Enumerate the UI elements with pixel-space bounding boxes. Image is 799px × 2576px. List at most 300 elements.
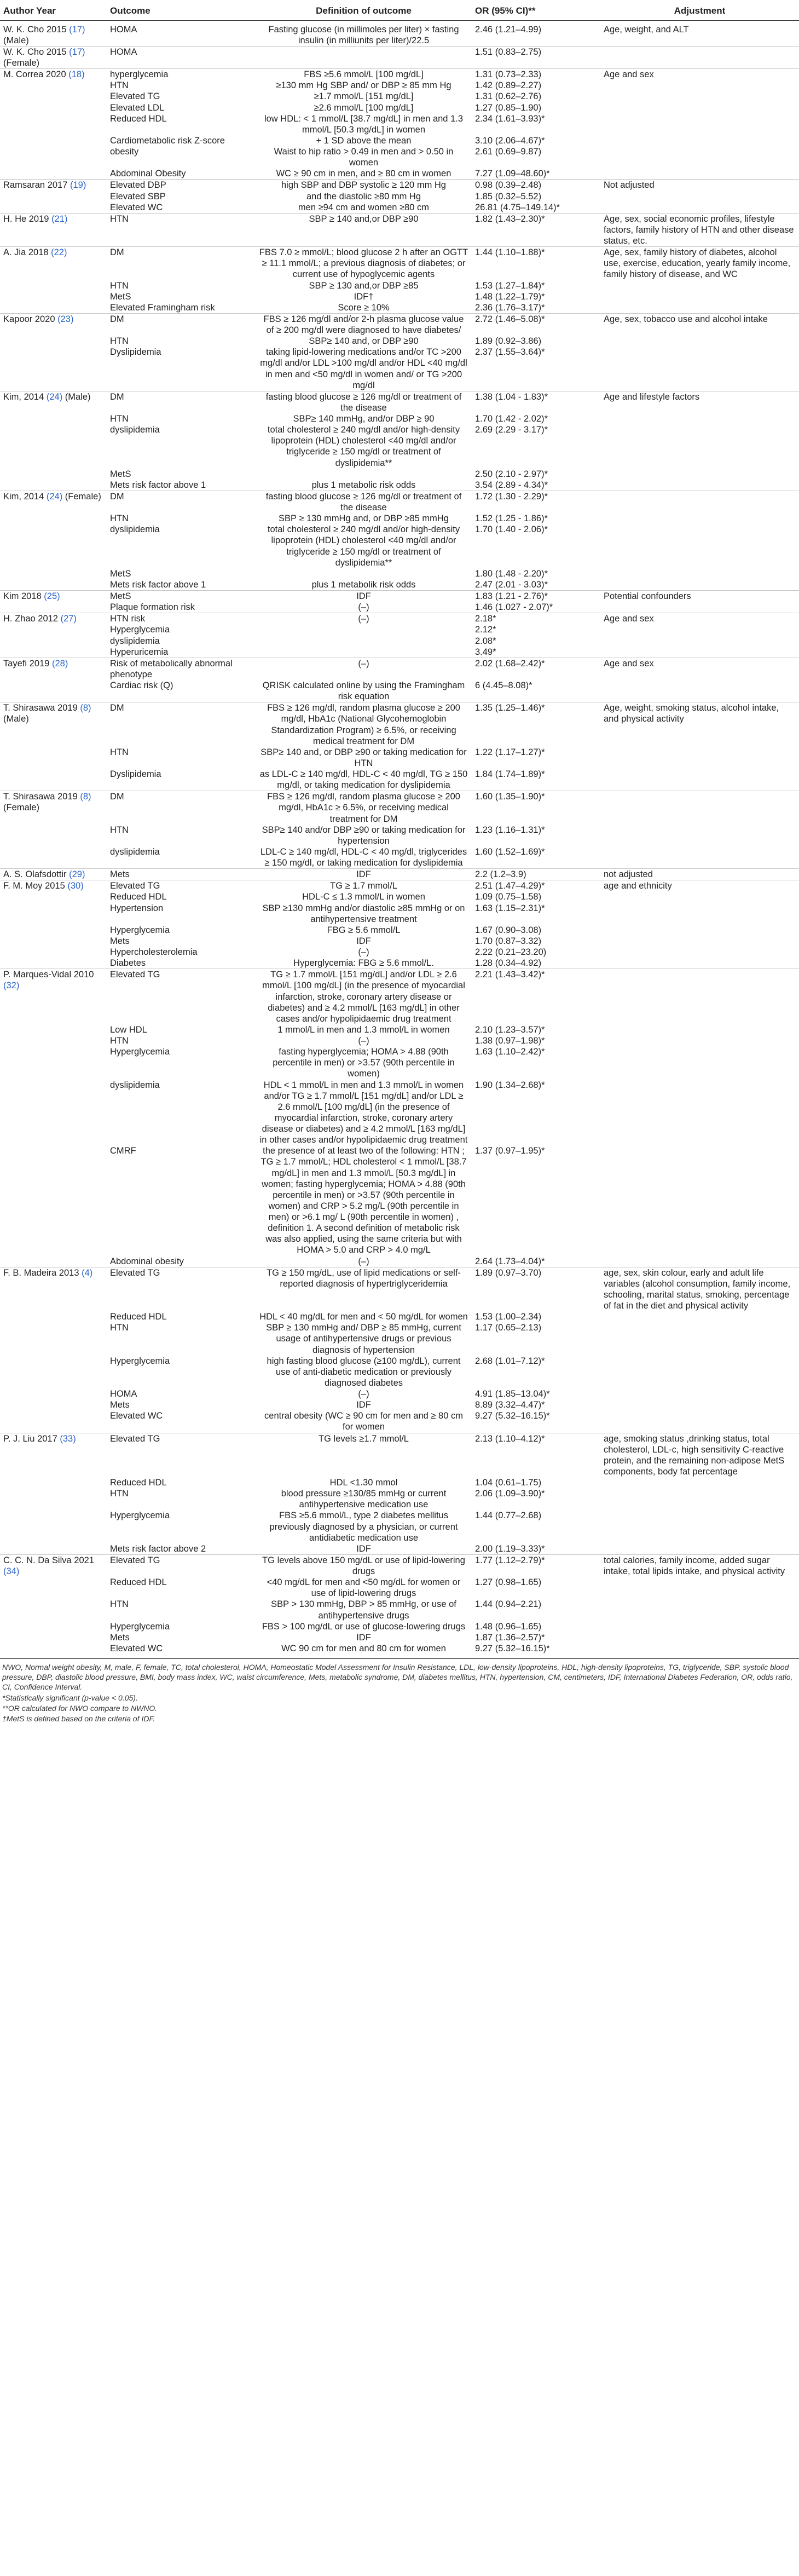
table-row [0,891,799,902]
adjustment-cell [600,936,799,947]
adjustment-cell: Age, sex, family history of diabetes, alcohol use, exercise, education, yearly family income, family history of disease, and WC [600,247,799,280]
adjustment-cell [600,602,799,613]
definition-cell: the presence of at least two of the following: HTN ; TG ≥ 1.7 mmol/L; HDL cholesterol < 1 mmol/L [38.7 mg/dL] in men and 1.3 mmol/L [50.3 mg/dL] in women; fasting hyperglycemia; HOMA > 4.88 (90th percentile in men) or >3.57 (90th percentile in women) and CRP > 5.2 mg/L (90th percentile in men) or >6.1 mg/ L (90th percentile in women) , definition 1. A second definition of metabolic risk was also applied, using the same criteria but with HOMA > 5.0 and CRP > 4.0 mg/L [260,1146,467,1255]
outcome-cell: HTN [110,514,129,524]
table-row [0,1477,799,1488]
author-name: P. J. Liu 2017 [3,1433,60,1444]
adjustment-cell [600,636,799,647]
author-cell [0,1510,107,1543]
odds-ratio-cell: 1.46 (1.027 - 2.07)* [475,602,553,613]
definition-cell: FBS ≥ 126 mg/dl and/or 2-h plasma glucose value of ≥ 200 mg/dl were diagnosed to have diabetes/ [256,313,472,336]
table-row [0,747,799,769]
author-cell [0,302,107,314]
adjustment-cell [600,903,799,925]
definition-cell: HDL < 1 mmol/L in men and 1.3 mmol/L in women and/or TG ≥ 1.7 mmol/L [151 mg/dL] and/or LDL ≥ 2.6 mmol/L [100 mg/dL] (in the presence of myocardial infarction, stroke, coronary artery disease or diabetes) and ≥ 4.2 mmol/L [163 mg/dL] in other cases and/or hypolipidaemic drug treatment [259,1080,468,1145]
adjustment-cell [600,846,799,869]
adjustment-cell [600,1543,799,1555]
outcome-cell: Elevated TG [107,1433,256,1477]
definition-cell: + 1 SD above the mean [316,135,412,146]
outcome-cell: dyslipidemia [110,1080,160,1090]
outcome-cell: HTN [110,80,129,91]
odds-ratio-cell: 3.54 (2.89 - 4.34)* [475,480,548,490]
odds-ratio-cell: 2.13 (1.10–4.12)* [472,1433,600,1477]
odds-ratio-cell: 1.44 (0.77–2.68) [475,1511,542,1521]
outcome-cell: Elevated TG [107,1554,256,1577]
odds-ratio-cell: 1.87 (1.36–2.57)* [475,1632,545,1643]
author-cell [0,513,107,524]
definition-cell: IDF [256,869,472,880]
table-row [0,658,799,680]
author-cell [0,636,107,647]
author-cell [0,591,107,602]
citation-link[interactable]: (18) [68,70,85,80]
odds-ratio-cell: 1.85 (0.32–5.52) [475,191,542,201]
citation-link[interactable]: (17) [69,47,85,57]
author-cell [0,180,107,191]
author-name: Kim, 2014 [3,491,47,502]
adjustment-cell [600,1488,799,1510]
adjustment-cell [600,1643,799,1654]
author-cell [0,658,107,680]
definition-cell: Fasting glucose (in millimoles per liter) × fasting insulin (in milliunits per liter)/22.5 [268,24,459,45]
outcome-cell: HOMA [110,24,137,34]
adjustment-cell: Age and sex [600,613,799,625]
outcome-cell: Reduced HDL [110,113,167,124]
table-row [0,524,799,568]
odds-ratio-cell: 2.36 (1.76–3.17)* [475,302,545,313]
outcome-cell: HTN [110,747,129,757]
table-row [0,168,799,180]
outcome-cell: dyslipidemia [110,636,160,646]
definition-cell: TG levels above 150 mg/dL or use of lipid-lowering drugs [256,1554,472,1577]
author-cell [0,1632,107,1643]
author-cell [0,1311,107,1322]
outcome-cell: MetS [110,469,131,479]
table-row [0,958,799,969]
outcome-cell: Abdominal Obesity [110,169,186,179]
table-row [0,391,799,413]
odds-ratio-cell: 1.22 (1.17–1.27)* [475,747,545,757]
author-cell [0,903,107,925]
odds-ratio-cell: 1.67 (0.90–3.08) [475,925,542,935]
definition-cell: taking lipid-lowering medications and/or TC >200 mg/dl and/or LDL >100 mg/dl and/or HDL <40 mg/dl in men and <50 mg/dl in women and/ or TG >200 mg/dl [260,347,467,390]
adjustment-cell [600,102,799,113]
adjustment-cell [600,947,799,958]
definition-cell: SBP ≥ 140 and,or DBP ≥90 [256,213,472,246]
definition-cell: LDL-C ≥ 140 mg/dl, HDL-C < 40 mg/dl, triglycerides ≥ 150 mg/dl, or taking medication for dyslipidemia [260,846,467,868]
author-cell [0,1024,107,1035]
odds-ratio-cell: 1.28 (0.34–4.92) [475,958,542,969]
outcome-cell: Hyperglycemia [110,1356,170,1366]
author-cell [0,958,107,969]
definition-cell: Waist to hip ratio > 0.49 in men and > 0.50 in women [274,147,454,168]
author-cell [0,491,107,513]
adjustment-cell [600,891,799,902]
table-row [0,135,799,146]
author-cell [0,1410,107,1433]
author-cell [0,1080,107,1146]
table-row [0,680,799,702]
outcome-cell: DM [107,313,256,336]
table-body [0,20,799,1654]
odds-ratio-cell: 1.38 (1.04 - 1.83)* [472,391,600,413]
author-cell [0,602,107,613]
table-row [0,613,799,625]
odds-ratio-cell: 2.72 (1.46–5.08)* [472,313,600,336]
author-name: Kim, 2014 [3,391,47,402]
author-cell [0,1035,107,1046]
adjustment-cell: total calories, family income, added sugar intake, total lipids intake, and physical activity [600,1554,799,1577]
author-name: W. K. Cho 2015 [3,24,70,34]
table-row [0,1388,799,1399]
adjustment-cell [600,336,799,347]
author-sex: (Male) [62,391,91,402]
adjustment-cell [600,769,799,791]
table-row [0,180,799,191]
author-sex: (Female) [3,58,40,68]
odds-ratio-cell: 0.98 (0.39–2.48) [472,180,600,191]
table-row [0,424,799,469]
adjustment-cell [600,168,799,180]
outcome-cell: Elevated WC [110,1411,163,1421]
citation-link[interactable]: (34) [3,1566,20,1577]
definition-cell: as LDL-C ≥ 140 mg/dl, HDL-C < 40 mg/dl, TG ≥ 150 mg/dl, or taking medication for dyslipidemia [259,769,468,791]
outcome-cell: Reduced HDL [110,892,167,902]
definition-cell: SBP ≥ 130 and,or DBP ≥85 [309,280,419,291]
outcome-cell: Hyperglycemia [110,625,170,635]
author-cell [0,702,107,747]
odds-ratio-cell: 1.44 (1.10–1.88)* [472,247,600,280]
table-row [0,302,799,314]
adjustment-cell: Age and sex [600,69,799,80]
definition-cell: men ≥94 cm and women ≥80 cm [298,202,430,212]
citation-link[interactable]: (24) [46,491,63,502]
author-cell [0,1554,107,1577]
adjustment-cell: Age and lifestyle factors [600,391,799,413]
citation-link[interactable]: (25) [44,591,60,602]
definition-cell: total cholesterol ≥ 240 mg/dl and/or high-density lipoprotein (HDL) cholesterol <40 mg/dl and/or triglyceride ≥ 150 mg/dl or treatment of dyslipidemia** [267,425,460,468]
adjustment-cell [600,825,799,846]
odds-ratio-cell: 6 (4.45–8.08)* [475,681,532,691]
outcome-cell: Low HDL [110,1024,147,1035]
table-row [0,202,799,214]
outcome-cell: HTN risk [107,613,256,625]
definition-cell: 1 mmol/L in men and 1.3 mmol/L in women [277,1024,450,1035]
author-cell [0,891,107,902]
author-cell [0,769,107,791]
outcome-cell: Cardiometabolic risk Z-score [110,135,225,146]
adjustment-cell: Age and sex [600,658,799,680]
outcome-cell: HTN [110,336,129,347]
odds-ratio-cell: 1.48 (1.22–1.79)* [475,291,545,302]
citation-link[interactable]: (27) [60,614,77,624]
table-row [0,313,799,336]
definition-cell: (–) [358,1036,369,1046]
table-row [0,579,799,591]
table-row [0,1621,799,1632]
odds-ratio-cell: 1.23 (1.16–1.31)* [475,825,545,835]
odds-ratio-cell: 1.77 (1.12–2.79)* [472,1554,600,1577]
adjustment-cell [600,1632,799,1643]
odds-ratio-cell: 2.68 (1.01–7.12)* [475,1356,545,1366]
outcome-cell: Elevated WC [110,1643,163,1653]
table-row [0,1433,799,1477]
adjustment-cell [600,791,799,825]
author-cell [0,247,107,280]
outcome-cell: Mets [110,1632,130,1643]
definition-cell: IDF [256,591,472,602]
definition-cell: central obesity (WC ≥ 90 cm for men and ≥ 80 cm for women [264,1411,463,1432]
odds-ratio-cell: 2.37 (1.55–3.64)* [475,347,545,358]
outcome-cell: HTN [110,414,129,424]
definition-cell: SBP≥ 140 and, or DBP ≥90 or taking medication for HTN [260,747,467,768]
definition-cell: high fasting blood glucose (≥100 mg/dL), current use of anti-diabetic medication or previously diagnosed diabetes [267,1356,461,1388]
author-cell [0,213,107,246]
definition-cell: Score ≥ 10% [338,302,390,313]
table-footnotes [0,1658,799,1724]
definition-cell: and the diastolic ≥80 mm Hg [306,191,421,201]
author-cell [0,469,107,480]
author-cell [0,1399,107,1410]
author-sex: (Female) [62,491,101,502]
table-row [0,280,799,291]
author-name: T. Shirasawa 2019 [3,703,80,713]
definition-cell: (–) [256,658,472,680]
header-or: OR (95% CI)** [472,3,600,20]
citation-link[interactable]: (32) [3,981,20,991]
outcome-cell: Reduced HDL [110,1577,167,1588]
adjustment-cell [600,1311,799,1322]
table-row [0,1554,799,1577]
definition-cell [256,636,472,647]
odds-ratio-cell: 1.52 (1.25 - 1.86)* [475,514,548,524]
adjustment-cell [600,1046,799,1079]
outcome-cell: Reduced HDL [110,1312,167,1322]
author-sex: (Female) [3,803,40,813]
odds-ratio-cell: 1.37 (0.97–1.95)* [475,1146,545,1156]
outcome-cell: Elevated WC [110,202,163,212]
odds-ratio-cell: 2.61 (0.69–9.87) [475,147,542,157]
table-row [0,969,799,1024]
author-cell [0,391,107,413]
definition-cell: SBP≥ 140 mmHg, and/or DBP ≥ 90 [293,414,435,424]
adjustment-cell [600,347,799,391]
odds-ratio-cell: 2.2 (1.2–3.9) [472,869,600,880]
definition-cell: total cholesterol ≥ 240 mg/dl and/or high-density lipoprotein (HDL) cholesterol <40 mg/dl and/or triglyceride ≥ 150 mg/dl or treatment of dyslipidemia** [267,525,460,568]
author-cell [0,424,107,469]
adjustment-cell: not adjusted [600,869,799,880]
author-cell [0,280,107,291]
author-name: T. Shirasawa 2019 [3,792,80,802]
adjustment-cell [600,302,799,314]
citation-link[interactable]: (30) [67,881,84,891]
adjustment-cell [600,1388,799,1399]
outcome-cell: Elevated LDL [110,102,165,113]
definition-cell: IDF† [354,291,374,302]
citation-link[interactable]: (17) [69,24,85,34]
results-table [0,3,799,1654]
definition-cell: SBP≥ 140 and, or DBP ≥90 [309,336,419,347]
outcome-cell: Hyperglycemia [110,1511,170,1521]
definition-cell: WC ≥ 90 cm in men, and ≥ 80 cm in women [276,169,451,179]
author-cell [0,647,107,658]
definition-cell: ≥130 mm Hg SBP and/ or DBP ≥ 85 mm Hg [276,80,451,91]
outcome-cell: HTN [110,1323,129,1333]
table-row [0,91,799,102]
citation-link[interactable]: (8) [80,792,91,802]
table-row [0,102,799,113]
citation-link[interactable]: (24) [46,391,63,402]
odds-ratio-cell: 1.60 (1.35–1.90)* [472,791,600,825]
adjustment-cell [600,1024,799,1035]
author-cell [0,1643,107,1654]
header-definition: Definition of outcome [256,3,472,20]
author-cell [0,624,107,635]
adjustment-cell [600,1577,799,1599]
definition-cell: IDF [356,1543,371,1554]
table-row [0,1632,799,1643]
author-cell [0,936,107,947]
table-row [0,469,799,480]
author-cell [0,102,107,113]
odds-ratio-cell: 1.84 (1.74–1.89)* [475,769,545,780]
definition-cell: IDF [356,1632,371,1643]
definition-cell: HDL < 40 mg/dL for men and < 50 mg/dL for women [259,1312,468,1322]
definition-cell: ≥2.6 mmol/L [100 mg/dL] [314,102,414,113]
adjustment-cell [600,1356,799,1388]
definition-cell: IDF [356,1400,371,1410]
table-row [0,647,799,658]
odds-ratio-cell: 1.89 (0.92–3.86) [475,336,542,347]
definition-cell: HDL-C ≤ 1.3 mmol/L in women [302,892,425,902]
table-row [0,1145,799,1255]
definition-cell: (–) [256,613,472,625]
odds-ratio-cell: 1.70 (0.87–3.32) [475,936,542,946]
outcome-cell: hyperglycemia [107,69,256,80]
odds-ratio-cell: 2.02 (1.68–2.42)* [472,658,600,680]
definition-cell [256,46,472,68]
adjustment-cell [600,969,799,1024]
table-row [0,1024,799,1035]
author-cell [0,80,107,91]
definition-cell [256,568,472,579]
citation-link[interactable]: (23) [57,314,74,324]
table-row [0,1046,799,1079]
adjustment-cell [600,46,799,68]
table-row [0,925,799,936]
table-row [0,20,799,46]
author-cell [0,1488,107,1510]
author-cell [0,1267,107,1311]
adjustment-cell [600,1145,799,1255]
outcome-cell: Elevated SBP [110,191,166,201]
table-row [0,1267,799,1311]
odds-ratio-cell: 4.91 (1.85–13.04)* [475,1389,550,1399]
citation-link[interactable]: (29) [69,869,85,880]
table-row [0,113,799,135]
odds-ratio-cell: 1.83 (1.21 - 2.76)* [472,591,600,602]
adjustment-cell [600,680,799,702]
adjustment-cell [600,146,799,168]
table-row [0,1643,799,1654]
odds-ratio-cell: 1.80 (1.48 - 2.20)* [475,568,548,579]
outcome-cell: obesity [110,147,139,157]
definition-cell: SBP ≥130 mmHg and/or diastolic ≥85 mmHg or on antihypertensive treatment [262,903,465,924]
odds-ratio-cell: 2.06 (1.09–3.90)* [475,1489,545,1499]
citation-link[interactable]: (21) [51,214,68,224]
adjustment-cell [600,191,799,202]
odds-ratio-cell: 2.10 (1.23–3.57)* [475,1024,545,1035]
footnote: NWO, Normal weight obesity, M, male, F, female, TC, total cholesterol, HOMA, Homeostatic Model Assessment for Insulin Resistance, LDL, low-density lipoproteins, HDL, high-density lipoproteins, TG, triglyceride, SBP, systolic blood pressure, DBP, diastolic blood pressure, BMI, body mass index, WC, waist circumference, Mets, metabolic syndrome, DM, diabetes mellitus, HTN, hypertension, CM, centimeters, IDF, International Diabetes Federation, OR, odds ratio, CI, Confidence Interval. [2,1663,793,1692]
odds-ratio-cell: 1.42 (0.89–2.27) [475,80,542,91]
author-name: A. S. Olafsdottir [3,869,70,880]
outcome-cell: Hypertension [110,903,164,913]
citation-link[interactable]: (22) [51,247,67,258]
adjustment-cell [600,1035,799,1046]
outcome-cell: Mets [110,1400,130,1410]
odds-ratio-cell: 3.10 (2.06–4.67)* [475,135,545,146]
definition-cell: ≥1.7 mmol/L [151 mg/dL] [314,91,414,102]
odds-ratio-cell: 1.04 (0.61–1.75) [475,1478,542,1488]
citation-link[interactable]: (19) [70,180,86,191]
author-cell [0,1356,107,1388]
citation-link[interactable]: (28) [51,658,68,669]
definition-cell: SBP ≥ 130 mmHg and, or DBP ≥85 mmHg [279,514,449,524]
definition-cell: SBP ≥ 130 mmHg and/ DBP ≥ 85 mmHg, current usage of antihypertensive drugs or previous diagnosis of hypertension [266,1323,461,1355]
outcome-cell: Elevated TG [110,91,160,102]
adjustment-cell [600,291,799,302]
table-row [0,791,799,825]
adjustment-cell [600,647,799,658]
definition-cell: <40 mg/dL for men and <50 mg/dL for women or use of lipid-lowering drugs [267,1577,461,1599]
citation-link[interactable]: (33) [60,1433,76,1444]
odds-ratio-cell: 1.70 (1.42 - 2.02)* [475,414,548,424]
odds-ratio-cell: 2.46 (1.21–4.99) [475,24,542,34]
table-row [0,846,799,869]
outcome-cell: Hyperuricemia [110,647,169,657]
odds-ratio-cell: 1.90 (1.34–2.68)* [475,1080,545,1090]
outcome-cell: MetS [107,591,256,602]
odds-ratio-cell: 1.35 (1.25–1.46)* [472,702,600,747]
author-cell [0,579,107,591]
outcome-cell: HTN [110,1489,129,1499]
table-row [0,1256,799,1267]
odds-ratio-cell: 1.53 (1.27–1.84)* [475,280,545,291]
citation-link[interactable]: (8) [80,703,91,713]
definition-cell: (–) [358,947,369,958]
adjustment-cell [600,624,799,635]
outcome-cell: Cardiac risk (Q) [110,681,173,691]
outcome-cell: HTN [110,825,129,835]
outcome-cell: Elevated TG [107,880,256,892]
adjustment-cell: Potential confounders [600,591,799,602]
author-cell [0,91,107,102]
definition-cell: fasting blood glucose ≥ 126 mg/dl or treatment of the disease [256,391,472,413]
author-name: H. He 2019 [3,214,52,224]
odds-ratio-cell: 26.81 (4.75–149.14)* [475,202,560,212]
odds-ratio-cell: 7.27 (1.09–48.60)* [475,169,550,179]
author-cell [0,1621,107,1632]
author-cell [0,1145,107,1255]
author-cell [0,46,107,68]
adjustment-cell [600,925,799,936]
citation-link[interactable]: (4) [82,1267,93,1278]
odds-ratio-cell: 1.38 (0.97–1.98)* [475,1036,545,1046]
definition-cell: WC 90 cm for men and 80 cm for women [281,1643,446,1653]
definition-cell: SBP > 130 mmHg, DBP > 85 mmHg, or use of antihypertensive drugs [271,1599,456,1621]
definition-cell: blood pressure ≥130/85 mmHg or current antihypertensive medication use [281,1489,447,1510]
definition-cell: fasting blood glucose ≥ 126 mg/dl or treatment of the disease [256,491,472,513]
